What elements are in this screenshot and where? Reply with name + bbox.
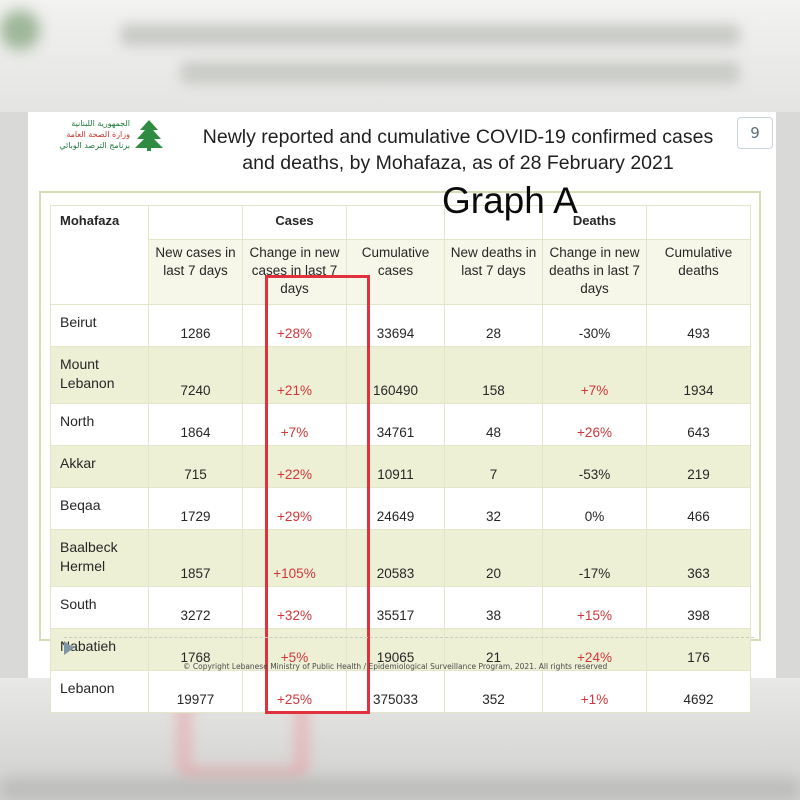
table-row — [51, 488, 751, 530]
slide-title — [178, 124, 738, 176]
table-row — [51, 347, 751, 404]
cum-cases-cell: 20583 — [347, 530, 445, 587]
graph-label: Graph A — [442, 180, 578, 221]
cedar-tree-icon — [134, 118, 164, 152]
cum-cases-cell: 34761 — [347, 404, 445, 446]
deaths-header: Deaths — [543, 206, 647, 240]
mohafaza-cell: North — [51, 404, 149, 446]
new-deaths-cell: 21 — [445, 629, 543, 671]
change-cases-cell: +32% — [243, 587, 347, 629]
new-deaths-cell: 158 — [445, 347, 543, 404]
logo-line: الجمهورية اللبنانية — [71, 119, 130, 128]
mohafaza-cell: Nabatieh — [51, 629, 149, 671]
page-number: 9 — [737, 117, 773, 149]
new-deaths-cell: 20 — [445, 530, 543, 587]
new-cases-cell: 3272 — [149, 587, 243, 629]
mohafaza-cell: Beirut — [51, 305, 149, 347]
cum-cases-cell: 10911 — [347, 446, 445, 488]
column-header: Change in new deaths in last 7 days — [543, 240, 647, 305]
change-deaths-cell: 0% — [543, 488, 647, 530]
table-row — [51, 404, 751, 446]
mohafaza-cell: Mount Lebanon — [51, 347, 149, 404]
change-deaths-cell: -17% — [543, 530, 647, 587]
change-deaths-cell: -30% — [543, 305, 647, 347]
column-header: Cumulative cases — [347, 240, 445, 305]
title-line-2: and deaths, by Mohafaza, as of 28 February 2021 — [242, 152, 674, 174]
change-deaths-cell: -53% — [543, 446, 647, 488]
change-cases-cell: +7% — [243, 404, 347, 446]
cum-deaths-cell: 176 — [647, 629, 751, 671]
table-row — [51, 587, 751, 629]
ministry-logo — [38, 118, 168, 162]
group-header-row — [51, 206, 751, 240]
new-cases-cell: 1857 — [149, 530, 243, 587]
change-cases-cell: +29% — [243, 488, 347, 530]
logo-line: وزارة الصحة العامة — [66, 130, 130, 139]
change-deaths-cell: +15% — [543, 587, 647, 629]
table-row — [51, 530, 751, 587]
new-cases-cell: 1864 — [149, 404, 243, 446]
change-cases-cell: +28% — [243, 305, 347, 347]
new-cases-cell: 1286 — [149, 305, 243, 347]
new-deaths-cell: 48 — [445, 404, 543, 446]
new-cases-cell: 19977 — [149, 671, 243, 713]
cum-deaths-cell: 4692 — [647, 671, 751, 713]
new-cases-cell: 7240 — [149, 347, 243, 404]
cum-deaths-cell: 1934 — [647, 347, 751, 404]
cum-cases-cell: 19065 — [347, 629, 445, 671]
header-spacer — [149, 206, 243, 240]
mohafaza-header: Mohafaza — [51, 206, 149, 305]
cum-deaths-cell: 643 — [647, 404, 751, 446]
copyright-text: © Copyright Lebanese Ministry of Public Health / Epidemiological Surveillance Program, 2021. All rights reserved — [183, 662, 608, 671]
change-deaths-cell: +26% — [543, 404, 647, 446]
play-icon[interactable] — [64, 641, 74, 655]
logo-text — [38, 118, 130, 151]
change-deaths-cell: +7% — [543, 347, 647, 404]
table-row — [51, 671, 751, 713]
change-cases-cell: +21% — [243, 347, 347, 404]
table-row — [51, 446, 751, 488]
cum-cases-cell: 160490 — [347, 347, 445, 404]
cases-header: Cases — [243, 206, 347, 240]
cum-cases-cell: 24649 — [347, 488, 445, 530]
mohafaza-cell: Akkar — [51, 446, 149, 488]
column-header: New deaths in last 7 days — [445, 240, 543, 305]
column-header: Cumulative deaths — [647, 240, 751, 305]
header-spacer — [347, 206, 445, 240]
table-row — [51, 305, 751, 347]
cum-cases-cell: 375033 — [347, 671, 445, 713]
new-deaths-cell: 352 — [445, 671, 543, 713]
new-cases-cell: 715 — [149, 446, 243, 488]
mohafaza-cell: South — [51, 587, 149, 629]
new-deaths-cell: 7 — [445, 446, 543, 488]
change-cases-cell: +105% — [243, 530, 347, 587]
logo-line: برنامج الترصد الوبائي — [59, 141, 130, 150]
cum-deaths-cell: 398 — [647, 587, 751, 629]
cum-deaths-cell: 493 — [647, 305, 751, 347]
change-cases-cell: +22% — [243, 446, 347, 488]
column-header: Change in new cases in last 7 days — [243, 240, 347, 305]
header-spacer — [647, 206, 751, 240]
new-deaths-cell: 32 — [445, 488, 543, 530]
change-deaths-cell: +24% — [543, 629, 647, 671]
divider — [64, 637, 754, 638]
blurred-logo — [0, 10, 40, 50]
cum-deaths-cell: 219 — [647, 446, 751, 488]
change-cases-cell: +25% — [243, 671, 347, 713]
blurred-background-top — [0, 0, 800, 112]
title-line-1: Newly reported and cumulative COVID-19 confirmed cases — [202, 126, 714, 148]
cum-cases-cell: 35517 — [347, 587, 445, 629]
blurred-band — [0, 778, 800, 800]
table-body — [51, 305, 751, 713]
change-cases-cell: +5% — [243, 629, 347, 671]
new-deaths-cell: 28 — [445, 305, 543, 347]
cum-deaths-cell: 363 — [647, 530, 751, 587]
new-cases-cell: 1729 — [149, 488, 243, 530]
column-header-row — [51, 240, 751, 305]
new-cases-cell: 1768 — [149, 629, 243, 671]
cum-cases-cell: 33694 — [347, 305, 445, 347]
mohafaza-cell: Baalbeck Hermel — [51, 530, 149, 587]
blurred-title-line — [120, 24, 740, 46]
new-deaths-cell: 38 — [445, 587, 543, 629]
slide — [28, 112, 776, 707]
column-header: New cases in last 7 days — [149, 240, 243, 305]
mohafaza-cell: Beqaa — [51, 488, 149, 530]
change-deaths-cell: +1% — [543, 671, 647, 713]
mohafaza-cell: Lebanon — [51, 671, 149, 713]
blurred-title-line — [180, 62, 740, 84]
cum-deaths-cell: 466 — [647, 488, 751, 530]
